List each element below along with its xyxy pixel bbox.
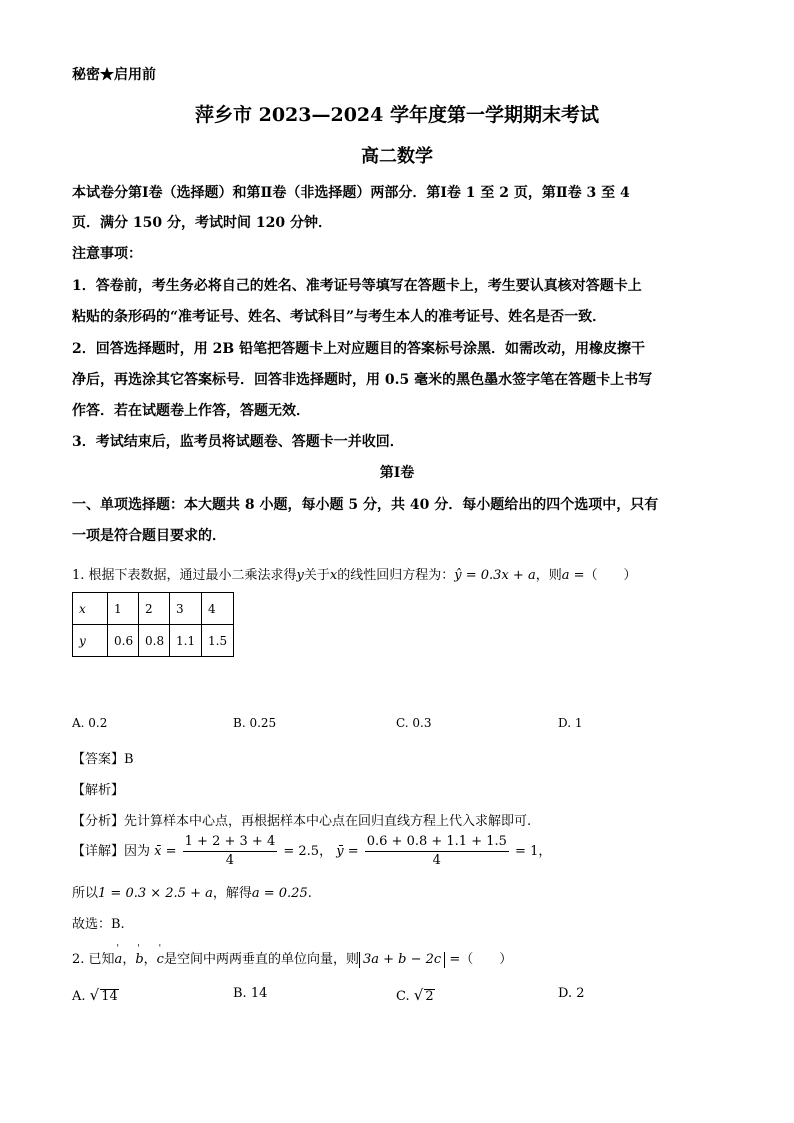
option-letter: C. — [396, 989, 410, 1004]
note-2-line-1: 2．回答选择题时，用 2B 铅笔把答题卡上对应题目的答案标号涂黑．如需改动，用橡皮擦干 — [72, 341, 646, 357]
table-cell: 1.1 — [170, 625, 202, 657]
q2-stem-part: 是空间中两两垂直的单位向量，则 — [163, 952, 359, 967]
q2-vector-c: ' c — [157, 952, 164, 967]
table-row — [73, 625, 234, 657]
q1-so-text: 所以 — [72, 886, 99, 901]
intro-line-1: 本试卷分第Ⅰ卷（选择题）和第Ⅱ卷（非选择题）两部分．第Ⅰ卷 1 至 2 页，第Ⅱ卷 3 至 4 — [72, 185, 630, 201]
sqrt-icon: √ — [413, 986, 424, 1004]
q1-solve-text: ，解得 — [212, 886, 252, 901]
subject-title: 高二数学 — [361, 146, 433, 167]
note-1-line-2: 粘贴的条形码的“准考证号、姓名、考试科目”与考生本人的准考证号、姓名是否一致． — [72, 309, 607, 325]
q1-stem-part: 的线性回归方程为： — [337, 568, 455, 583]
question-2-stem — [72, 948, 512, 968]
table-cell: 4 — [202, 593, 234, 625]
part-1-line-1: 一、单项选择题：本大题共 8 小题，每小题 5 分，共 40 分．每小题给出的四个选项中，只有 — [72, 497, 659, 513]
q2-option-c — [396, 986, 435, 1004]
q2-vector-b: ' b — [135, 952, 143, 967]
q1-stem-part: =（ ） — [569, 568, 637, 583]
table-cell: y — [73, 625, 108, 657]
table-cell: 0.8 — [139, 625, 170, 657]
q1-data-table — [72, 592, 234, 657]
sqrt-radicand: 14 — [101, 989, 118, 1004]
q1-option-a: A. 0.2 — [72, 716, 108, 730]
q1-comma: ， — [538, 844, 552, 859]
q2-vector-a: ' a — [115, 952, 123, 967]
q1-period: . — [307, 886, 312, 901]
question-1-stem — [72, 564, 637, 583]
q1-solve-equation: a = 0.25 — [251, 886, 308, 901]
notes-title: 注意事项： — [72, 246, 142, 262]
q1-var-a: a — [561, 568, 570, 583]
q2-stem-part: =（ ） — [445, 952, 513, 967]
table-cell: x — [73, 593, 108, 625]
q1-var-x: x — [329, 568, 338, 583]
q1-stem-part: 1. 根据下表数据，通过最小二乘法求得 — [72, 568, 297, 583]
q1-stem-part: 关于 — [303, 568, 330, 583]
q1-xbar: x̄ = — [154, 844, 177, 859]
q1-var-y: y — [296, 568, 304, 583]
note-2-line-3: 作答．若在试题卷上作答，答题无效． — [72, 403, 310, 419]
q1-regression-equation: ŷ = 0.3x + a — [454, 568, 536, 583]
q1-analysis-title: 【解析】 — [72, 783, 125, 798]
q2-separator: ， — [143, 952, 157, 967]
q1-ybar: ȳ = — [336, 844, 359, 859]
q1-option-c: C. 0.3 — [396, 716, 432, 730]
q1-ybar-result: = 1 — [515, 844, 539, 859]
fraction-numerator: 1 + 2 + 3 + 4 — [183, 834, 278, 852]
note-3: 3．考试结束后，监考员将试题卷、答题卡一并收回． — [72, 434, 404, 450]
table-cell: 2 — [139, 593, 170, 625]
fraction-denominator: 4 — [225, 853, 235, 868]
sqrt-icon: √ — [89, 986, 100, 1004]
part-1-line-2: 一项是符合题目要求的． — [72, 528, 226, 544]
q1-choose: 故选：B. — [72, 917, 125, 932]
option-letter: A. — [72, 989, 86, 1004]
q1-xbar-fraction — [183, 834, 278, 869]
confidential-label: 秘密★启用前 — [72, 67, 156, 83]
table-row — [73, 593, 234, 625]
q2-separator: ， — [122, 952, 136, 967]
q2-option-a — [72, 986, 119, 1004]
q1-option-d: D. 1 — [558, 716, 583, 730]
table-cell: 0.6 — [108, 625, 139, 657]
q1-xbar-result: = 2.5 — [283, 844, 320, 859]
q1-detail-label: 【详解】因为 — [72, 844, 151, 859]
q1-separator: ， — [319, 844, 333, 859]
note-1-line-1: 1．答卷前，考生务必将自己的姓名、准考证号等填写在答题卡上，考生要认真核对答题卡上 — [72, 278, 642, 294]
q2-option-b: B. 14 — [233, 986, 268, 1001]
sqrt-radicand: 2 — [425, 989, 434, 1004]
q1-stem-part: ，则 — [535, 568, 562, 583]
q1-so-line — [72, 882, 312, 901]
fraction-numerator: 0.6 + 0.8 + 1.1 + 1.5 — [365, 834, 509, 852]
q1-detail — [72, 834, 551, 870]
intro-line-2: 页．满分 150 分，考试时间 120 分钟． — [72, 215, 332, 231]
q2-abs-expression: 3a + b − 2c — [359, 952, 445, 968]
q1-so-equation: 1 = 0.3 × 2.5 + a — [98, 886, 213, 901]
q1-ybar-fraction — [365, 834, 509, 869]
table-cell: 1 — [108, 593, 139, 625]
q1-analysis: 【分析】先计算样本中心点，再根据样本中心点在回归直线方程上代入求解即可. — [72, 814, 532, 829]
table-cell: 3 — [170, 593, 202, 625]
volume-heading: 第Ⅰ卷 — [379, 465, 415, 481]
q2-stem-part: 2. 已知 — [72, 952, 115, 967]
q2-option-d: D. 2 — [558, 986, 585, 1001]
q1-answer: 【答案】B — [72, 752, 134, 767]
q1-option-b: B. 0.25 — [233, 716, 277, 730]
exam-title: 萍乡市 2023—2024 学年度第一学期期末考试 — [195, 104, 599, 126]
note-2-line-2: 净后，再选涂其它答案标号．回答非选择题时，用 0.5 毫米的黑色墨水签字笔在答题卡上书写 — [72, 372, 653, 388]
table-cell: 1.5 — [202, 625, 234, 657]
fraction-denominator: 4 — [432, 853, 441, 868]
